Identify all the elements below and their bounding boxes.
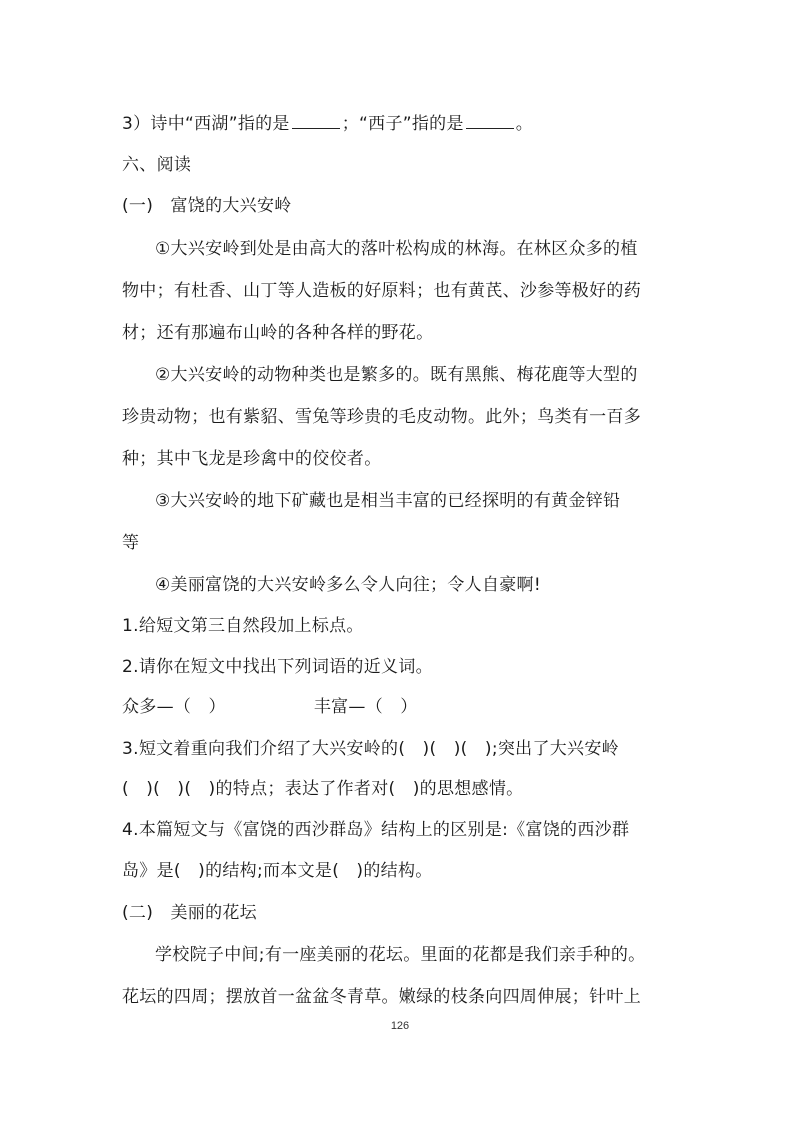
section-title: 六、阅读 [122, 155, 192, 175]
page-number: 126 [390, 1020, 410, 1032]
passage-1-line: ①大兴安岭到处是由高大的落叶松构成的林海。在林区众多的植 [155, 239, 638, 259]
q2-pair-a[interactable]: 众多—（ ） [122, 697, 226, 717]
question-3-line-1: 3.短文着重向我们介绍了大兴安岭的( )( )( );突出了大兴安岭 [122, 739, 619, 759]
passage-1-line: 材；还有那遍布山岭的各种各样的野花。 [122, 323, 434, 343]
question-4-line-1: 4.本篇短文与《富饶的西沙群岛》结构上的区别是:《富饶的西沙群 [122, 820, 630, 840]
q3-middle: ；“西子”指的是 [341, 114, 464, 134]
answer-blank[interactable] [292, 112, 340, 129]
question-3-line-2: ( )( )( )的特点；表达了作者对( )的思想感情。 [122, 779, 524, 799]
question-4-line-2: 岛》是( )的结构;而本文是( )的结构。 [122, 861, 433, 881]
passage-1-line: 物中；有杜香、山丁等人造板的好原料；也有黄芪、沙参等极好的药 [122, 281, 641, 301]
q3-suffix: 。 [515, 114, 534, 134]
passage-1-line: ②大兴安岭的动物种类也是繁多的。既有黑熊、梅花鹿等大型的 [155, 365, 638, 385]
passage-1-line: ④美丽富饶的大兴安岭多么令人向往；令人自豪啊! [155, 575, 541, 595]
answer-blank[interactable] [466, 112, 514, 129]
question-1: 1.给短文第三自然段加上标点。 [122, 616, 364, 636]
passage-1-title: (一) 富饶的大兴安岭 [122, 196, 292, 216]
question-2: 2.请你在短文中找出下列词语的近义词。 [122, 657, 433, 677]
q2-pair-b[interactable]: 丰富—（ ） [313, 697, 418, 717]
passage-2-line: 学校院子中间;有一座美丽的花坛。里面的花都是我们亲手种的。 [155, 945, 646, 965]
question-2-pairs [122, 695, 692, 719]
passage-1-line: 种；其中飞龙是珍禽中的佼佼者。 [122, 449, 382, 469]
q3-prefix: 3）诗中“西湖”指的是 [122, 114, 290, 134]
passage-1-line: 等 [122, 533, 140, 553]
passage-2-title: (二) 美丽的花坛 [122, 903, 257, 923]
poem-question-3 [122, 112, 692, 136]
passage-1-line: ③大兴安岭的地下矿藏也是相当丰富的已经探明的有黄金锌铅 [155, 491, 621, 511]
passage-1-line: 珍贵动物；也有紫貂、雪兔等珍贵的毛皮动物。此外；鸟类有一百多 [122, 407, 641, 427]
passage-2-line: 花坛的四周；摆放首一盆盆冬青草。嫩绿的枝条向四周伸展；针叶上 [122, 987, 641, 1007]
